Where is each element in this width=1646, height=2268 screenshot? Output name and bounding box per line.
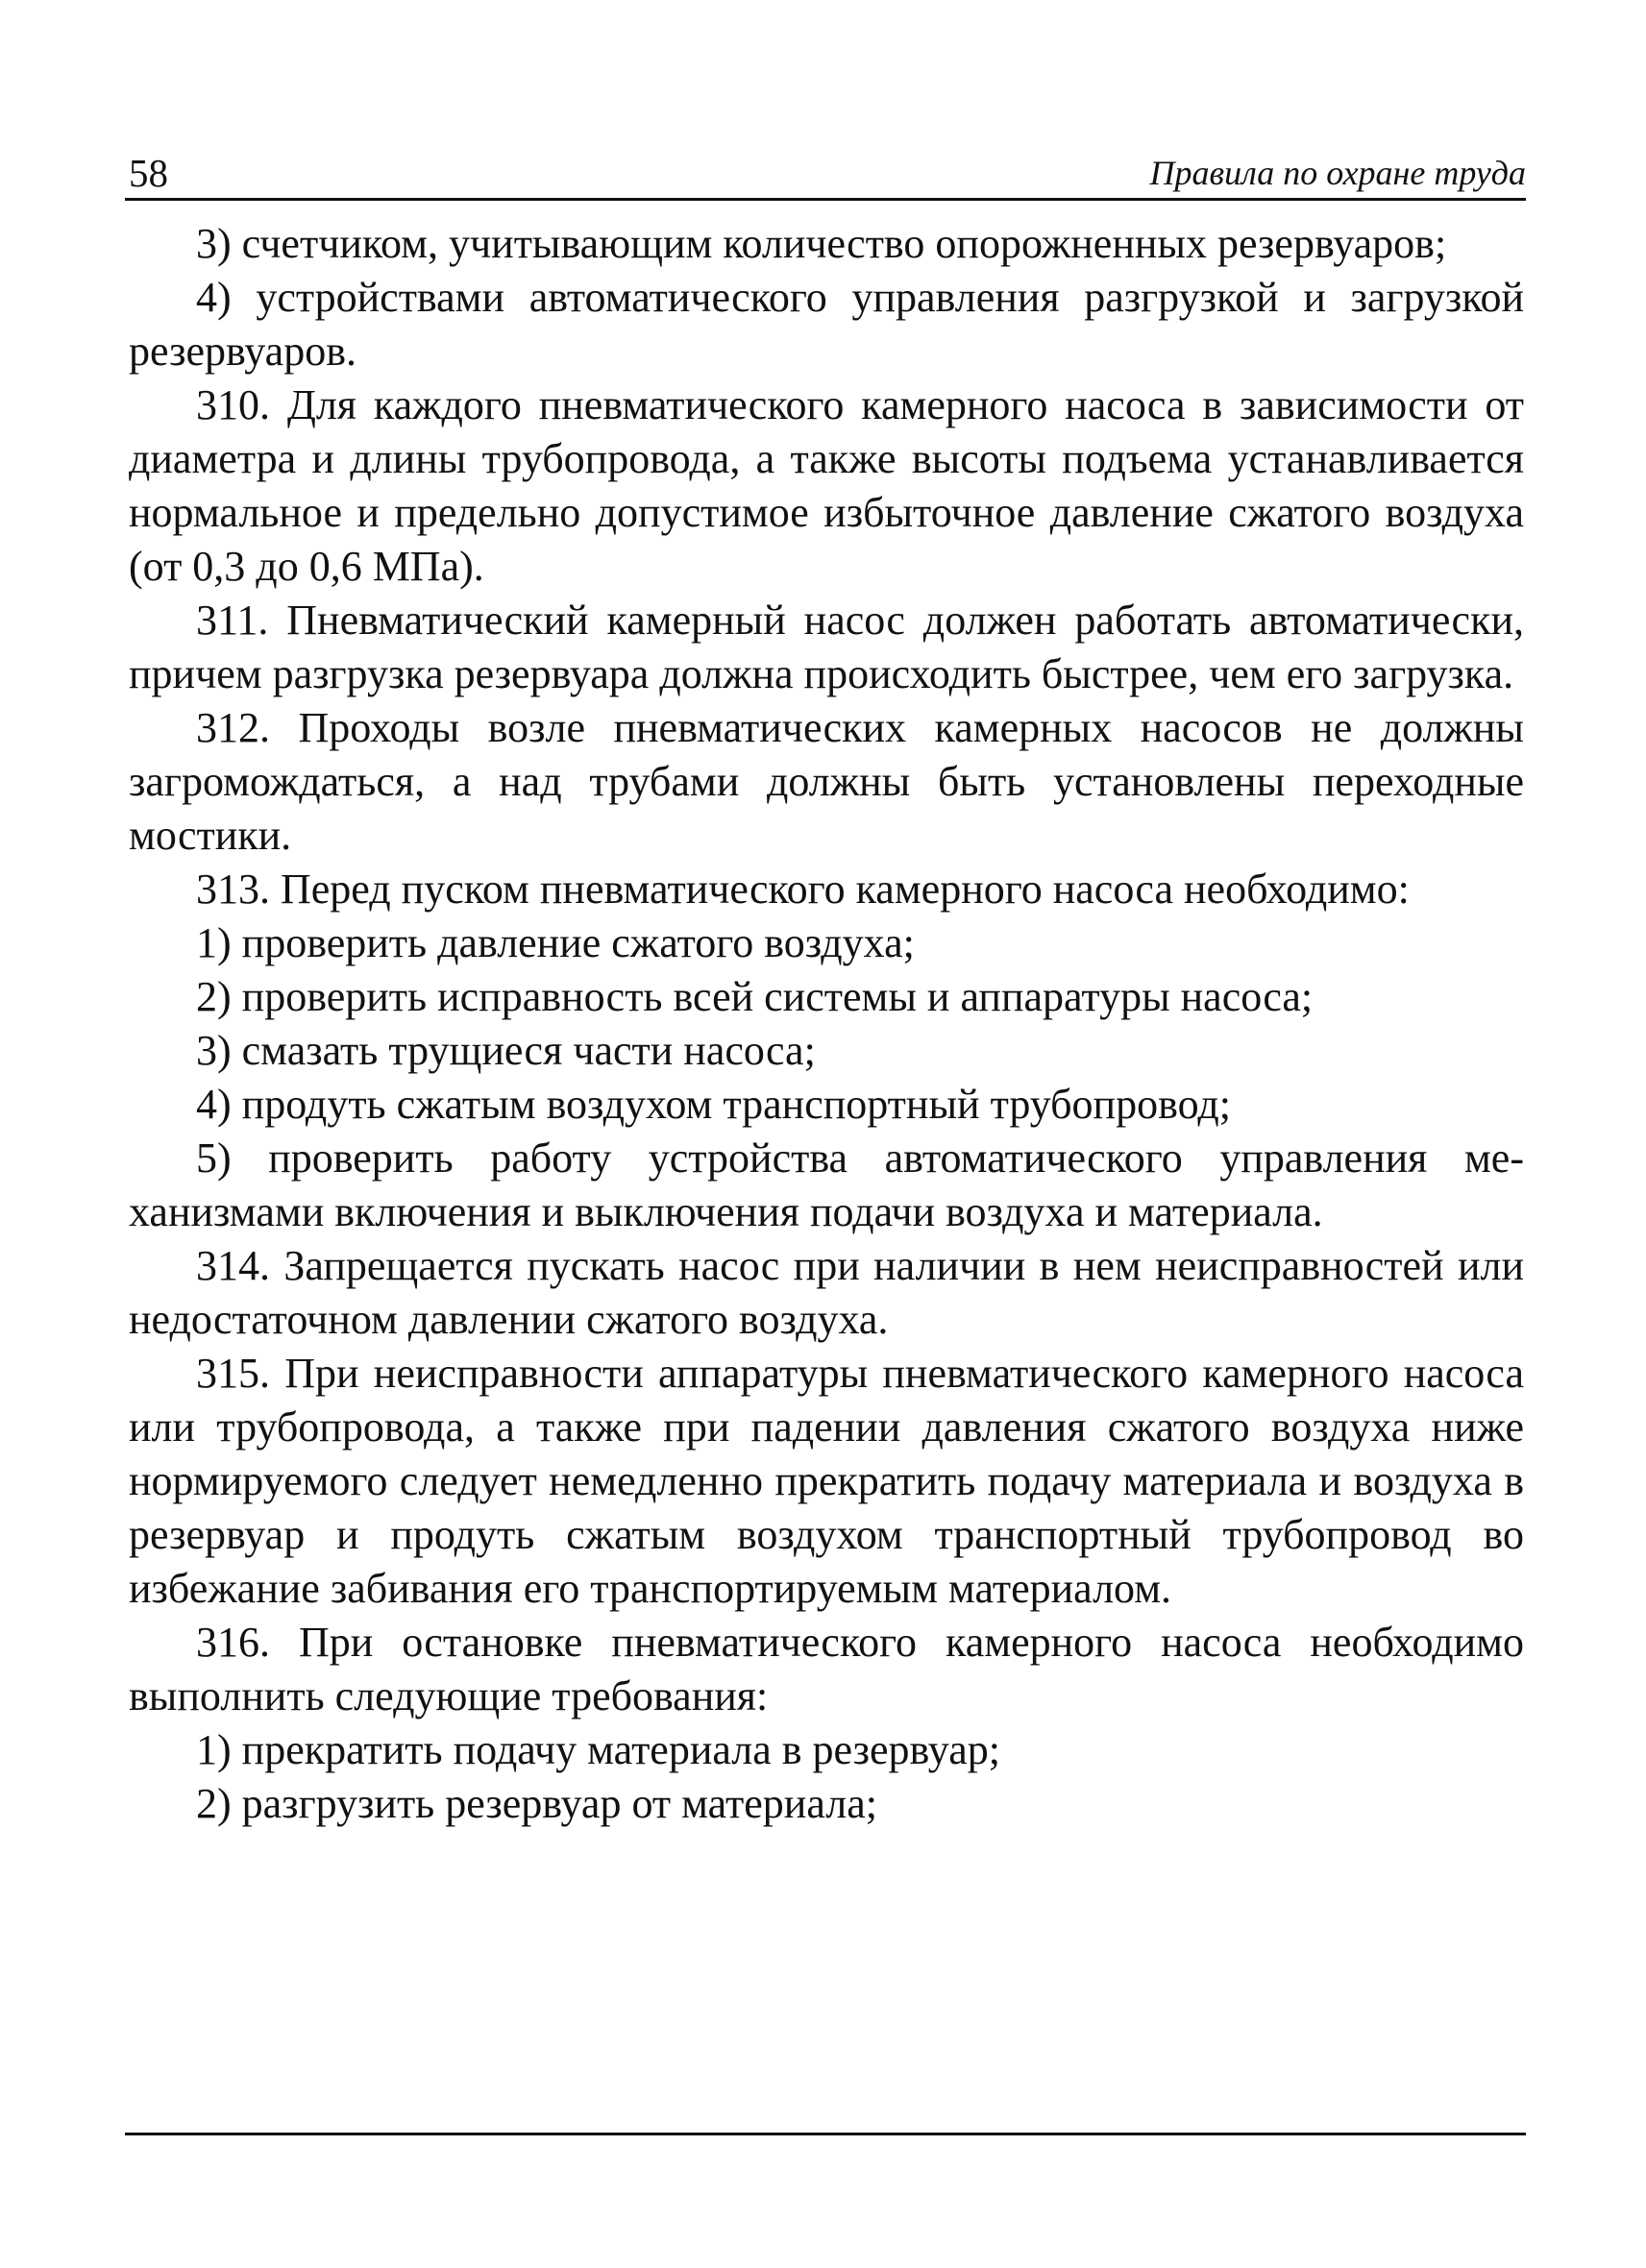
list-item-1-stop-feed: 1) прекратить подачу материала в резервуар; (196, 1726, 1000, 1773)
list-item-3-lubricate: 3) смазать трущиеся части насоса; (196, 1027, 816, 1074)
list-item-1-check-pressure: 1) проверить давление сжатого воздуха; (196, 919, 915, 966)
list-item-5-check-automation: 5) проверить работу устройства автоматического управления механизмами включения и выключения подачи воздуха и материала. (129, 1134, 1524, 1235)
list-item-4-blow-pipeline: 4) продуть сжатым воздухом транспортный трубопровод; (196, 1081, 1231, 1128)
paragraph-313: 313. Перед пуском пневматического камерного насоса необходимо: (196, 866, 1410, 913)
paragraph-311: 311. Пневматический камерный насос должен работать автоматически, причем разгрузка резервуара должна происходить быстрее, чем его загрузка. (129, 597, 1524, 697)
running-title: Правила по охране труда (1149, 154, 1526, 192)
page-number: 58 (129, 151, 168, 195)
page-header (125, 144, 1526, 201)
paragraph-4-automatic-control: 4) устройствами автоматического управления разгрузкой и загрузкой резервуаров. (129, 274, 1524, 375)
body-text (129, 217, 1524, 1831)
paragraph-316: 316. При остановке пневматического камерного насоса необходимо выполнить следующие требования: (129, 1619, 1524, 1719)
footer-rule (125, 2133, 1526, 2135)
paragraph-310: 310. Для каждого пневматического камерного насоса в зависимости от диаметра и длины трубопровода, а также высоты подъема устанавливается нормальное и предельно допустимое избыточное давление сжатого воздуха (от 0,3 до 0,6 МПа). (129, 381, 1524, 590)
list-item-2-check-system: 2) проверить исправность всей системы и аппаратуры насоса; (196, 973, 1314, 1020)
paragraph-312: 312. Проходы возле пневматических камерных насосов не должны загромождаться, а над трубами должны быть установлены переходные мостики. (129, 704, 1524, 859)
paragraph-314: 314. Запрещается пускать насос при наличии в нем неисправностей или недостаточном давлении сжатого воздуха. (129, 1242, 1524, 1343)
paragraph-315: 315. При неисправности аппаратуры пневматического камерного насоса или трубопровода, а также при падении давления сжатого воздуха ниже нормируемого следует немедленно прекратить подачу материала и воздуха в резервуар и продуть сжатым воздухом транспортный трубопровод во избежание забивания его транспортируемым материалом. (129, 1350, 1524, 1612)
list-item-2-unload-tank: 2) разгрузить резервуар от материала; (196, 1780, 877, 1827)
paragraph-3-counter: 3) счетчиком, учитывающим количество опорожненных резервуаров; (196, 220, 1447, 267)
